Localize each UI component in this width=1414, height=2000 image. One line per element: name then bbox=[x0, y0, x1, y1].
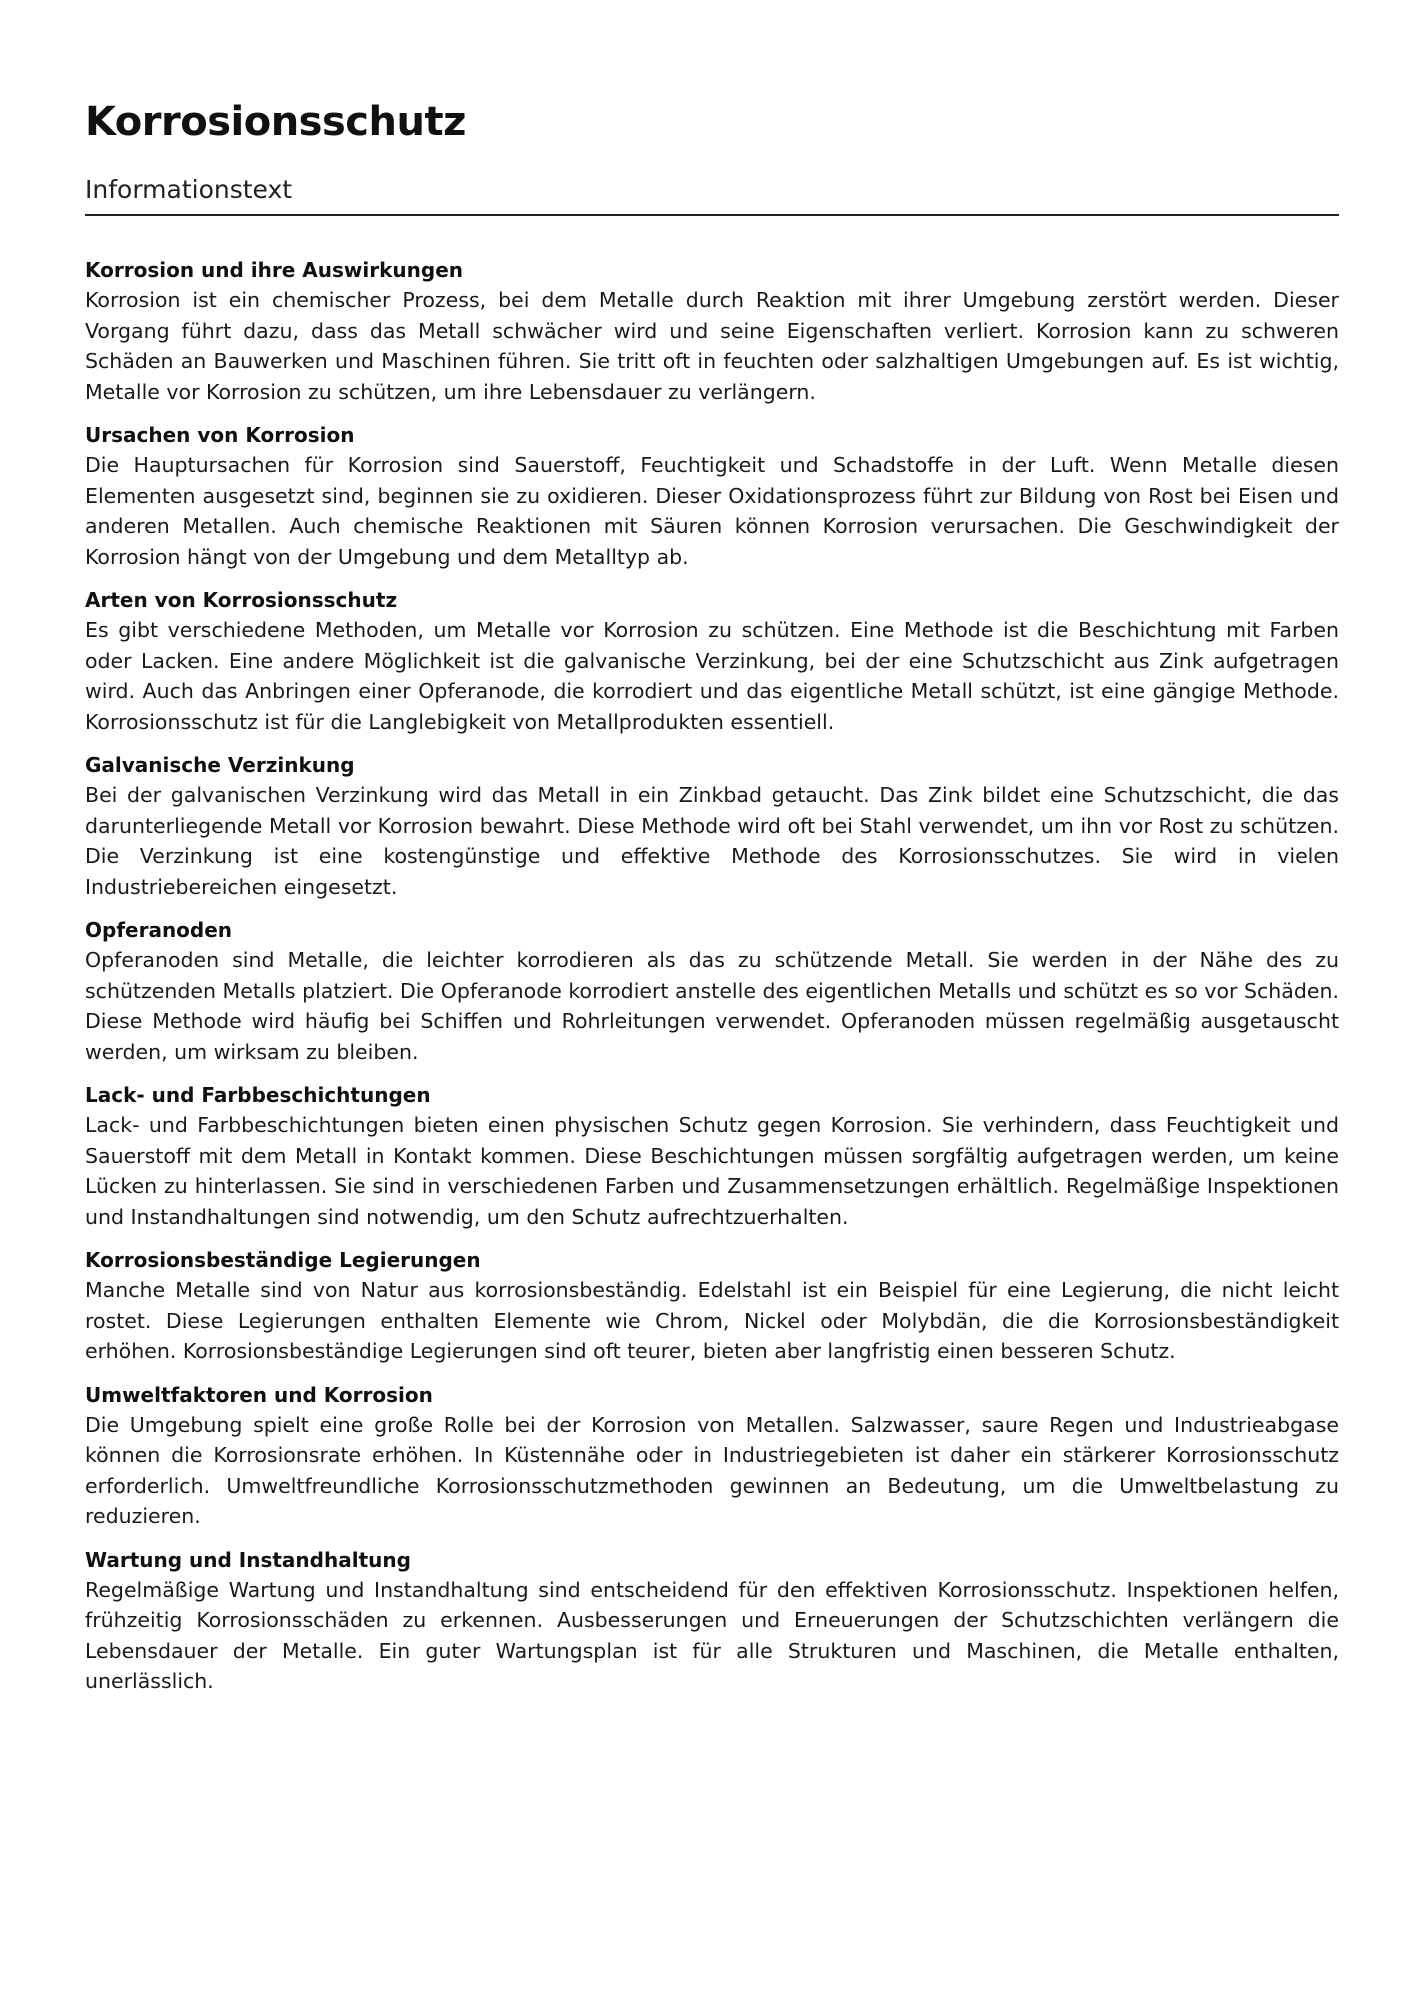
section-heading: Ursachen von Korrosion bbox=[85, 423, 355, 447]
section-heading: Umweltfaktoren und Korrosion bbox=[85, 1382, 433, 1407]
section-korrosion-auswirkungen bbox=[85, 256, 1339, 407]
section-body: Es gibt verschiedene Methoden, um Metalle vor Korrosion zu schützen. Eine Methode ist die Beschichtung mit Farben oder Lacken. Eine andere Möglichkeit ist die galvanische Verzinkung, bei der eine Schutzschicht aus Zink aufgetragen wird. Auch das Anbringen einer Opferanode, die korrodiert und das eigentliche Metall schützt, ist eine gängige Methode. Korrosionsschutz ist für die Langlebigkeit von Metallprodukten essentiell. bbox=[85, 618, 1339, 734]
section-heading: Galvanische Verzinkung bbox=[85, 753, 355, 777]
header-divider bbox=[85, 214, 1339, 216]
document-title: Korrosionsschutz bbox=[85, 99, 466, 145]
sections-container bbox=[85, 256, 1339, 1697]
section-body: Korrosion ist ein chemischer Prozess, bei dem Metalle durch Reaktion mit ihrer Umgebung zerstört werden. Dieser Vorgang führt dazu, dass das Metall schwächer wird und seine Eigenschaften verliert. Korrosion kann zu schweren Schäden an Bauwerken und Maschinen führen. Sie tritt oft in feuchten oder salzhaltigen Umgebungen auf. Es ist wichtig, Metalle vor Korrosion zu schützen, um ihre Lebensdauer zu verlängern. bbox=[85, 288, 1339, 404]
section-lack-farbbeschichtungen bbox=[85, 1081, 1339, 1232]
section-heading: Korrosionsbeständige Legierungen bbox=[85, 1248, 481, 1272]
section-galvanische-verzinkung bbox=[85, 751, 1339, 902]
section-body: Regelmäßige Wartung und Instandhaltung sind entscheidend für den effektiven Korrosionsschutz. Inspektionen helfen, frühzeitig Korrosionsschäden zu erkennen. Ausbesserungen und Erneuerungen der Schutzschichten verlängern die Lebensdauer der Metalle. Ein guter Wartungsplan ist für alle Strukturen und Maschinen, die Metalle enthalten, unerlässlich. bbox=[85, 1577, 1339, 1693]
section-heading: Lack- und Farbbeschichtungen bbox=[85, 1083, 431, 1107]
section-heading: Wartung und Instandhaltung bbox=[85, 1547, 411, 1572]
section-heading: Arten von Korrosionsschutz bbox=[85, 588, 398, 612]
section-body: Bei der galvanischen Verzinkung wird das Metall in ein Zinkbad getaucht. Das Zink bildet eine Schutzschicht, die das darunterliegende Metall vor Korrosion bewahrt. Diese Methode wird oft bei Stahl verwendet, um ihn vor Rost zu schützen. Die Verzinkung ist eine kostengünstige und effektive Methode des Korrosionsschutzes. Sie wird in vielen Industriebereichen eingesetzt. bbox=[85, 783, 1339, 899]
section-body: Die Hauptursachen für Korrosion sind Sauerstoff, Feuchtigkeit und Schadstoffe in der Luft. Wenn Metalle diesen Elementen ausgesetzt sind, beginnen sie zu oxidieren. Dieser Oxidationsprozess führt zur Bildung von Rost bei Eisen und anderen Metallen. Auch chemische Reaktionen mit Säuren können Korrosion verursachen. Die Geschwindigkeit der Korrosion hängt von der Umgebung und dem Metalltyp ab. bbox=[85, 453, 1339, 569]
section-wartung bbox=[85, 1546, 1339, 1697]
section-arten bbox=[85, 586, 1339, 737]
section-body: Die Umgebung spielt eine große Rolle bei der Korrosion von Metallen. Salzwasser, saure Regen und Industrieabgase können die Korrosionsrate erhöhen. In Küstennähe oder in Industriegebieten ist daher ein stärkerer Korrosionsschutz erforderlich. Umweltfreundliche Korrosionsschutzmethoden gewinnen an Bedeutung, um die Umweltbelastung zu reduzieren. bbox=[85, 1412, 1339, 1528]
section-ursachen bbox=[85, 421, 1339, 572]
section-opferanoden bbox=[85, 916, 1339, 1067]
section-umweltfaktoren bbox=[85, 1381, 1339, 1532]
section-body: Lack- und Farbbeschichtungen bieten einen physischen Schutz gegen Korrosion. Sie verhindern, dass Feuchtigkeit und Sauerstoff mit dem Metall in Kontakt kommen. Diese Beschichtungen müssen sorgfältig aufgetragen werden, um keine Lücken zu hinterlassen. Sie sind in verschiedenen Farben und Zusammensetzungen erhältlich. Regelmäßige Inspektionen und Instandhaltungen sind notwendig, um den Schutz aufrechtzuerhalten. bbox=[85, 1113, 1339, 1229]
section-body: Opferanoden sind Metalle, die leichter korrodieren als das zu schützende Metall. Sie werden in der Nähe des zu schützenden Metalls platziert. Die Opferanode korrodiert anstelle des eigentlichen Metalls und schützt es so vor Schäden. Diese Methode wird häufig bei Schiffen und Rohrleitungen verwendet. Opferanoden müssen regelmäßig ausgetauscht werden, um wirksam zu bleiben. bbox=[85, 948, 1339, 1064]
section-heading: Korrosion und ihre Auswirkungen bbox=[85, 258, 464, 282]
section-legierungen bbox=[85, 1246, 1339, 1367]
document-page bbox=[85, 92, 1339, 1711]
document-subtitle: Informationstext bbox=[85, 175, 293, 204]
section-heading: Opferanoden bbox=[85, 918, 233, 942]
section-body: Manche Metalle sind von Natur aus korrosionsbeständig. Edelstahl ist ein Beispiel für eine Legierung, die nicht leicht rostet. Diese Legierungen enthalten Elemente wie Chrom, Nickel oder Molybdän, die die Korrosionsbeständigkeit erhöhen. Korrosionsbeständige Legierungen sind oft teurer, bieten aber langfristig einen besseren Schutz. bbox=[85, 1278, 1339, 1363]
